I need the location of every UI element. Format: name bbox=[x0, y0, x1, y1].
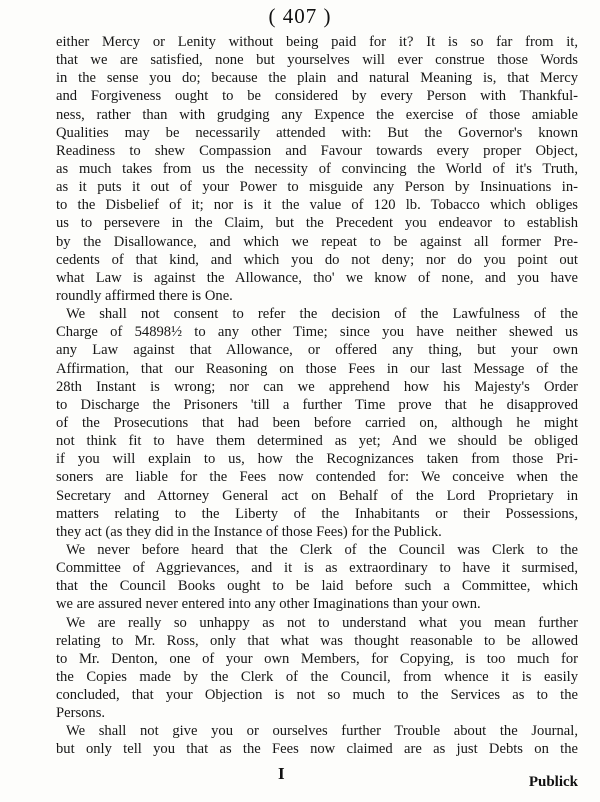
page-number: ( 407 ) bbox=[268, 4, 332, 28]
text-line: they act (as they did in the Instance of those Fees) for the Publick. bbox=[56, 523, 442, 540]
text-line: Charge of 54898½ to any other Time; since you have neither shewed us bbox=[56, 324, 578, 341]
text-line: but only tell you that as the Fees now claimed are as just Debts on the bbox=[56, 741, 578, 758]
text-line: we are assured never entered into any other Imaginations than your own. bbox=[56, 596, 481, 613]
text-line: We shall not consent to refer the decision of the Lawfulness of the bbox=[66, 306, 578, 323]
text-line: if you will explain to us, how the Recognizances taken from those Pri- bbox=[56, 451, 578, 468]
text-line: that the Council Books ought to be laid before such a Committee, which bbox=[56, 578, 578, 595]
text-line: We are really so unhappy as not to understand what you mean further bbox=[66, 614, 578, 631]
text-line: what Law is against the Allowance, tho' we know of none, and you have bbox=[56, 269, 578, 286]
paragraph bbox=[56, 33, 578, 305]
text-line: Qualities may be necessarily attended with: But the Governor's known bbox=[56, 124, 578, 141]
paragraph bbox=[56, 614, 578, 723]
text-line: either Mercy or Lenity without being paid for it? It is so far from it, bbox=[56, 34, 578, 50]
text-line: Secretary and Attorney General act on Behalf of the Lord Proprietary in bbox=[56, 487, 578, 504]
text-line: in the sense you do; because the plain and natural Meaning is, that Mercy bbox=[56, 70, 578, 87]
text-line: relating to Mr. Ross, only that what was thought reasonable to be allowed bbox=[56, 632, 578, 649]
text-line: any Law against that Allowance, or offered any thing, but your own bbox=[56, 342, 578, 359]
text-line: and Forgiveness ought to be considered by every Person with Thankful- bbox=[56, 88, 578, 105]
paragraph bbox=[56, 305, 578, 541]
text-line: We never before heard that the Clerk of the Council was Clerk to the bbox=[66, 541, 578, 558]
text-line: as it puts it out of your Power to misguide any Person by Insinuations in- bbox=[56, 179, 578, 196]
catchword: Publick bbox=[528, 774, 578, 790]
text-line: We shall not give you or ourselves further Trouble about the Journal, bbox=[66, 723, 578, 740]
text-line: Affirmation, that our Reasoning on those Fees in our last Message of the bbox=[56, 360, 578, 377]
text-line: that we are satisfied, none but yourselves will ever construe those Words bbox=[56, 52, 578, 69]
paragraph bbox=[56, 541, 578, 614]
text-line: Persons. bbox=[56, 705, 106, 722]
text-line: concluded, that your Objection is not so much to the Services as to the bbox=[56, 687, 578, 704]
text-line: the Copies made by the Clerk of the Council, from whence it is easily bbox=[56, 668, 578, 685]
page-footer bbox=[0, 764, 600, 798]
text-line: soners are liable for the Fees now contended for: We conceive when the bbox=[56, 469, 578, 486]
text-line: cedents of that kind, and which you do not deny; nor do you point out bbox=[56, 251, 578, 268]
text-line: ness, rather than with grudging any Expence the exercise of those amiable bbox=[56, 106, 578, 123]
text-line: as much takes from us the necessity of convincing the World of it's Truth, bbox=[56, 160, 578, 177]
text-line: to the Disbelief of it; nor is it the value of 120 lb. Tobacco which obliges bbox=[56, 197, 578, 214]
text-line: us to persevere in the Claim, but the Precedent you endeavor to establish bbox=[56, 215, 578, 232]
body-text bbox=[56, 33, 578, 759]
text-line: of the Prosecutions that had been before carried on, although he might bbox=[56, 414, 578, 431]
text-line: roundly affirmed there is One. bbox=[56, 287, 233, 304]
text-line: matters relating to the Liberty of the Inhabitants or their Possessions, bbox=[56, 505, 578, 522]
text-line: 28th Instant is wrong; nor can we apprehend how his Majesty's Order bbox=[56, 378, 578, 395]
text-line: Readiness to shew Compassion and Favour towards every proper Object, bbox=[56, 142, 578, 159]
text-line: by the Disallowance, and which we repeat to be against all former Pre- bbox=[56, 233, 578, 250]
paragraph bbox=[56, 722, 578, 758]
text-line: to Mr. Denton, one of your own Members, for Copying, is too much for bbox=[56, 650, 578, 667]
text-line: to Discharge the Prisoners 'till a further Time prove that he disapproved bbox=[56, 396, 578, 413]
text-line: not think fit to have them determined as yet; And we should be obliged bbox=[56, 433, 578, 450]
signature-mark: I bbox=[278, 764, 285, 783]
text-line: Committee of Aggrievances, and it is as extraordinary to have it surmised, bbox=[56, 560, 578, 577]
